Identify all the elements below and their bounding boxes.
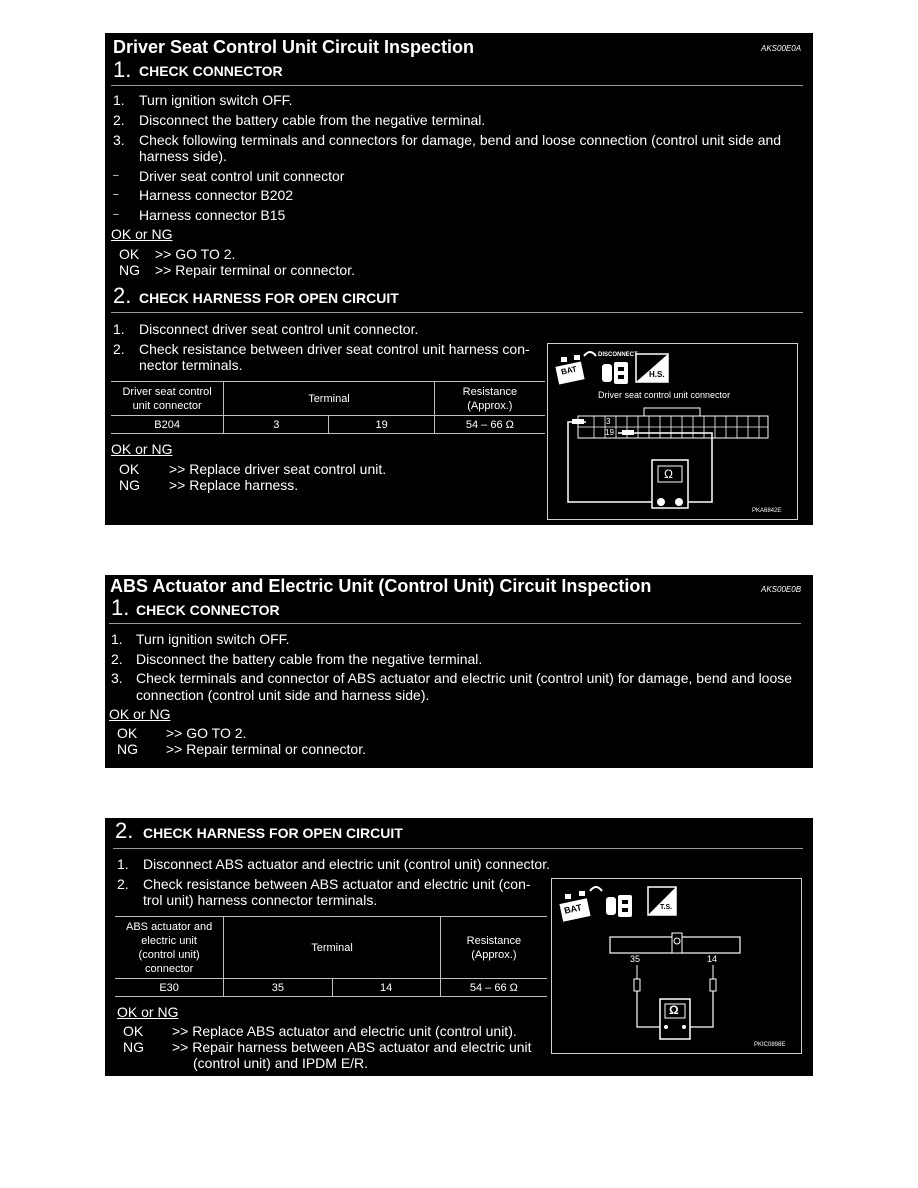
section-code: AKS00E0B: [761, 585, 802, 594]
header-cell: Resistance (Approx.): [434, 382, 545, 416]
list-item-text: Check following terminals and connectors for damage, bend and loose connection (control unit side and: [139, 132, 782, 148]
table-cell: B204: [111, 416, 224, 434]
figure-code: PKIC0898E: [754, 1042, 786, 1048]
result-key: NG: [123, 1039, 144, 1055]
wiring-diagram-drawing: [552, 879, 801, 1053]
list-item-text: trol unit) harness connector terminals.: [143, 892, 378, 908]
result-key: NG: [117, 741, 138, 757]
list-item-text: harness side).: [139, 148, 227, 164]
ohm-symbol: Ω: [669, 1003, 679, 1017]
list-item-number: 3.: [111, 670, 123, 686]
list-item-text: Disconnect the battery cable from the negative terminal.: [139, 112, 486, 128]
pin-label: 35: [630, 954, 641, 964]
step-heading: CHECK CONNECTOR: [139, 63, 283, 79]
table-header-row: [111, 382, 545, 416]
list-item-text: Turn ignition switch OFF.: [136, 631, 290, 647]
list-bullet: –: [113, 209, 119, 220]
list-item-text: Disconnect ABS actuator and electric unit (control unit) connector.: [143, 856, 550, 872]
section-title: ABS Actuator and Electric Unit (Control Unit) Circuit Inspection: [110, 576, 652, 596]
list-item: 1.: [113, 92, 125, 108]
abs-connector-panel: [105, 575, 813, 768]
disconnect-label: DISCONNECT: [598, 352, 638, 358]
wiring-diagram-drawing: [548, 344, 797, 519]
section-title: Driver Seat Control Unit Circuit Inspection: [113, 37, 475, 57]
result-key: OK: [117, 725, 138, 741]
table-cell: 35: [224, 979, 332, 997]
table-row: [111, 416, 545, 434]
result-value: >> Replace harness.: [169, 477, 299, 493]
list-item: 3.: [113, 132, 125, 148]
ok-ng-label: OK or NG: [111, 226, 173, 242]
battery-label: BAT: [563, 902, 583, 916]
list-item-text: nector terminals.: [139, 357, 243, 373]
list-item-number: 2.: [113, 341, 125, 357]
connector-label: Driver seat control unit connector: [598, 390, 731, 400]
disconnect-icon: [602, 362, 628, 384]
list-item-text: Disconnect the battery cable from the negative terminal.: [136, 651, 483, 667]
list-item-number: 1.: [113, 321, 125, 337]
result-key: OK: [123, 1023, 144, 1039]
battery-label: BAT: [560, 364, 578, 377]
pin-label: 19: [605, 428, 614, 437]
table-cell: 54 – 66 Ω: [440, 979, 547, 997]
step-number: 1.: [111, 595, 130, 620]
table-cell: 14: [332, 979, 440, 997]
result-value: (control unit) and IPDM E/R.: [193, 1055, 369, 1071]
ok-ng-label: OK or NG: [117, 1004, 179, 1020]
header-cell: ABS actuator and electric unit (control unit) connector: [115, 917, 224, 979]
header-cell: Driver seat control unit connector: [111, 382, 224, 416]
header-cell: Terminal: [224, 382, 434, 416]
list-item-text: Check resistance between driver seat control unit harness con-: [139, 341, 530, 357]
wiring-diagram: [547, 343, 798, 520]
ok-ng-label: OK or NG: [109, 706, 171, 722]
list-item-text: Harness connector B202: [139, 187, 294, 203]
table-cell: 19: [329, 416, 434, 434]
divider: [111, 85, 803, 86]
list-item-text: Turn ignition switch OFF.: [139, 92, 293, 108]
pin-label: 3: [606, 417, 611, 426]
section-code: AKS00E0A: [761, 44, 802, 53]
ok-ng-label: OK or NG: [111, 441, 173, 457]
table-cell: E30: [115, 979, 224, 997]
step-heading: CHECK HARNESS FOR OPEN CIRCUIT: [143, 825, 403, 841]
header-cell: Terminal: [224, 917, 441, 979]
connector-body: [610, 933, 740, 953]
list-item: 2.: [113, 112, 125, 128]
divider: [113, 848, 803, 849]
divider: [109, 623, 801, 624]
list-bullet: –: [113, 189, 119, 200]
step-number: 1.: [113, 57, 132, 82]
list-item-number: 1.: [111, 631, 123, 647]
list-item-text: Harness connector B15: [139, 207, 286, 223]
result-value: >> GO TO 2.: [155, 246, 236, 262]
result-value: >> Replace driver seat control unit.: [169, 461, 387, 477]
disconnect-icon: [606, 895, 632, 917]
list-item-number: 2.: [111, 651, 123, 667]
list-item-text: connection (control unit side and harness side).: [136, 687, 430, 703]
divider: [111, 312, 803, 313]
result-value: >> Repair terminal or connector.: [166, 741, 366, 757]
result-key: NG: [119, 262, 140, 278]
table-row: [115, 979, 547, 997]
result-value: >> Repair terminal or connector.: [155, 262, 355, 278]
step-number: 2.: [115, 818, 134, 843]
list-item-text: Check terminals and connector of ABS actuator and electric unit (control unit) for damage, bend and loose: [136, 670, 793, 686]
step-heading: CHECK HARNESS FOR OPEN CIRCUIT: [139, 290, 399, 306]
driver-seat-inspection-panel: [105, 33, 813, 525]
abs-harness-panel: [105, 818, 813, 1076]
result-key: NG: [119, 477, 140, 493]
list-bullet: –: [113, 170, 119, 181]
wiring-diagram: [551, 878, 802, 1054]
result-key: OK: [119, 461, 140, 477]
probe-wires: [568, 419, 712, 502]
step-number: 2.: [113, 283, 132, 308]
terminal-side-label: T.S.: [660, 904, 673, 911]
header-cell: Resistance (Approx.): [440, 917, 547, 979]
list-item-text: Check resistance between ABS actuator and electric unit (con-: [143, 876, 531, 892]
ohm-symbol: Ω: [664, 467, 673, 481]
result-value: >> GO TO 2.: [166, 725, 247, 741]
step-heading: CHECK CONNECTOR: [136, 602, 280, 618]
table-header-row: [115, 917, 547, 979]
result-key: OK: [119, 246, 140, 262]
resistance-table: [115, 916, 547, 997]
harness-side-label: H.S.: [649, 370, 665, 379]
figure-code: PKA6842E: [752, 508, 782, 514]
pin-label: 14: [707, 954, 718, 964]
list-item-number: 2.: [117, 876, 129, 892]
list-item-text: Disconnect driver seat control unit connector.: [139, 321, 419, 337]
table-cell: 54 – 66 Ω: [434, 416, 545, 434]
result-value: >> Repair harness between ABS actuator and electric unit: [172, 1039, 532, 1055]
result-value: >> Replace ABS actuator and electric unit (control unit).: [172, 1023, 517, 1039]
resistance-table: [111, 381, 545, 434]
table-cell: 3: [224, 416, 329, 434]
list-item-number: 1.: [117, 856, 129, 872]
list-item-text: Driver seat control unit connector: [139, 168, 345, 184]
